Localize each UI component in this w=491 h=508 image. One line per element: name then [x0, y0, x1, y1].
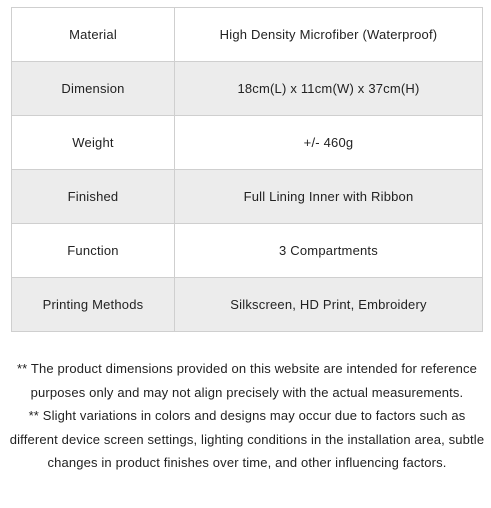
dimensions-disclaimer: ** The product dimensions provided on this website are intended for reference purposes only and may not align precisely with the actual measurements.: [16, 361, 478, 400]
table-row: [12, 116, 483, 170]
spec-value-function: 3 Compartments: [175, 224, 483, 278]
spec-value-printing-methods: Silkscreen, HD Print, Embroidery: [175, 278, 483, 332]
table-row: [12, 224, 483, 278]
spec-label-printing-methods: Printing Methods: [12, 278, 175, 332]
spec-value-dimension: 18cm(L) x 11cm(W) x 37cm(H): [175, 62, 483, 116]
spec-label-dimension: Dimension: [12, 62, 175, 116]
table-row: [12, 8, 483, 62]
spec-label-finished: Finished: [12, 170, 175, 224]
disclaimer-notes: [8, 357, 486, 475]
table-row: [12, 62, 483, 116]
spec-value-weight: +/- 460g: [175, 116, 483, 170]
color-variation-disclaimer: ** Slight variations in colors and designs may occur due to factors such as different device screen settings, lighting conditions in the installation area, subtle changes in product finishes over time, and other influencing factors.: [9, 408, 485, 470]
spec-label-material: Material: [12, 8, 175, 62]
table-row: [12, 278, 483, 332]
spec-value-material: High Density Microfiber (Waterproof): [175, 8, 483, 62]
spec-value-finished: Full Lining Inner with Ribbon: [175, 170, 483, 224]
spec-label-weight: Weight: [12, 116, 175, 170]
table-row: [12, 170, 483, 224]
specifications-table: [11, 7, 483, 332]
spec-label-function: Function: [12, 224, 175, 278]
